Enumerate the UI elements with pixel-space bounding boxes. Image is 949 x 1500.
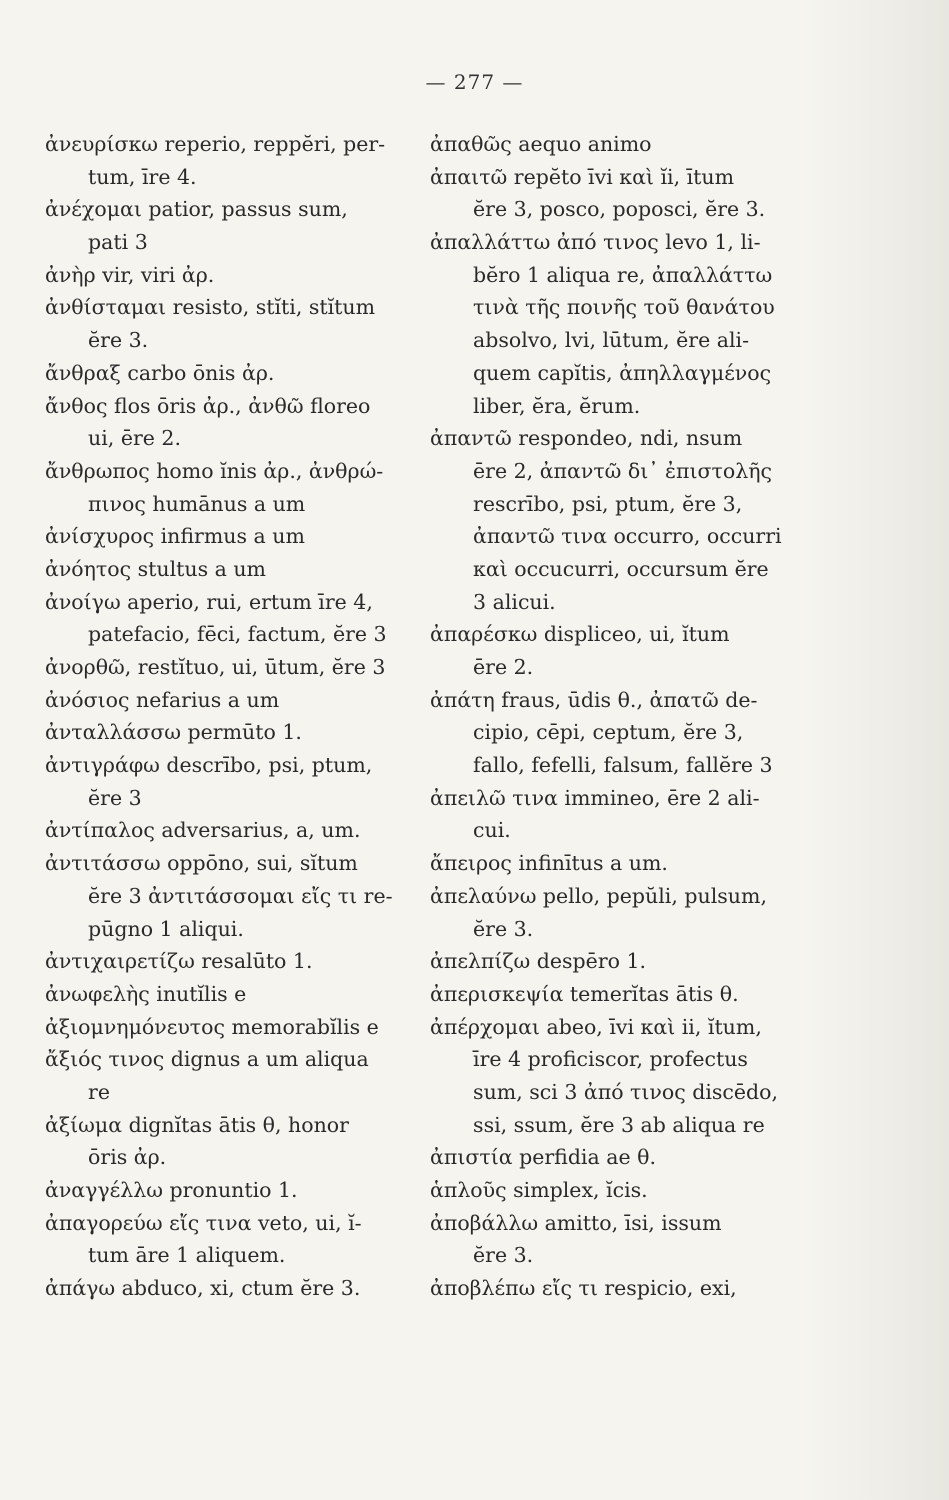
dictionary-line: ἀπειλῶ τινα immineo, ēre 2 ali- — [430, 785, 760, 810]
dictionary-line: fallo, fefelli, falsum, fallĕre 3 — [473, 753, 773, 778]
page-number: — 277 — — [425, 70, 524, 94]
dictionary-line: τινὰ τῆς ποινῆς τοῦ θανάτου — [473, 295, 775, 320]
dictionary-line: quem capĭtis, ἀπηλλαγμένος — [473, 360, 772, 385]
dictionary-line: ἀνωφελὴς inutĭlis e — [45, 981, 247, 1006]
dictionary-line: ἀντίπαλος adversarius, a, um. — [45, 818, 361, 843]
dictionary-line: ĕre 3, posco, poposci, ĕre 3. — [473, 197, 766, 222]
dictionary-line: ἀποβλέπω εἴς τι respicio, exi, — [430, 1276, 737, 1301]
dictionary-line: ssi, ssum, ĕre 3 ab aliqua re — [473, 1112, 765, 1137]
dictionary-line: ἀπελπίζω despēro 1. — [430, 949, 647, 974]
dictionary-line: ἀπαρέσκω displiceo, ui, ĭtum — [430, 622, 730, 647]
dictionary-line: pati 3 — [88, 230, 148, 255]
dictionary-line: ἀπαλλάττω ἀπό τινος levo 1, li- — [430, 230, 761, 255]
dictionary-line: re — [88, 1079, 110, 1104]
dictionary-line: ἀπαθῶς aequo animo — [430, 132, 652, 156]
dictionary-line: 3 alicui. — [473, 589, 556, 614]
left-column — [45, 128, 440, 1305]
dictionary-line: ἀνταλλάσσω permūto 1. — [45, 720, 302, 745]
dictionary-line: πινος humānus a um — [88, 491, 306, 516]
dictionary-line: ἀντιχαιρετίζω resalūto 1. — [45, 949, 313, 974]
dictionary-line: ĕre 3 — [88, 785, 142, 810]
dictionary-line: ἀνθίσταμαι resisto, stĭti, stĭtum — [45, 295, 376, 320]
dictionary-line: ōris ἀρ. — [88, 1145, 167, 1170]
dictionary-line: ἀπαντῶ τινα occurro, occurri — [473, 524, 782, 549]
dictionary-line: bĕro 1 aliqua re, ἀπαλλάττω — [473, 262, 773, 287]
dictionary-line: ἀναγγέλλω pronuntio 1. — [45, 1178, 298, 1202]
dictionary-line: cipio, cēpi, ceptum, ĕre 3, — [473, 720, 744, 745]
dictionary-line: ἀνὴρ vir, viri ἀρ. — [45, 262, 215, 287]
dictionary-line: ἀπάτη fraus, ūdis θ., ἀπατῶ de- — [430, 687, 758, 712]
dictionary-line: rescrībo, psi, ptum, ĕre 3, — [473, 491, 743, 516]
dictionary-line: ἀνευρίσκω reperio, reppĕri, per- — [45, 132, 386, 156]
dictionary-line: ἀπελαύνω pello, pepŭli, pulsum, — [430, 883, 767, 908]
dictionary-line: tum āre 1 aliquem. — [88, 1243, 286, 1268]
dictionary-line: ἀπάγω abduco, xi, ctum ĕre 3. — [45, 1276, 361, 1301]
dictionary-line: ἀπερισκεψία temerĭtas ātis θ. — [430, 981, 739, 1006]
dictionary-line: ĕre 3. — [473, 916, 534, 941]
dictionary-line: tum, īre 4. — [88, 164, 197, 189]
show-through-shadow — [809, 0, 949, 1500]
dictionary-line: ἄνθος flos ōris ἀρ., ἀνθῶ floreo — [45, 393, 371, 418]
dictionary-line: ēre 2. — [473, 655, 534, 679]
dictionary-line: ἀντιτάσσω oppōno, sui, sĭtum — [45, 851, 358, 876]
dictionary-line: ἀνορθῶ, restĭtuo, ui, ūtum, ĕre 3 — [45, 655, 386, 679]
dictionary-line: pūgno 1 aliqui. — [88, 916, 244, 941]
dictionary-line: sum, sci 3 ἀπό τινος discēdo, — [473, 1079, 779, 1104]
dictionary-line: cui. — [473, 818, 511, 843]
dictionary-line: ἀποβάλλω amitto, īsi, issum — [430, 1210, 722, 1235]
dictionary-line: ἀνέχομαι patior, passus sum, — [45, 197, 348, 222]
dictionary-line: ἀνίσχυρος infirmus a um — [45, 524, 305, 549]
dictionary-line: ἄπειρος infinītus a um. — [430, 851, 668, 876]
dictionary-line: ἀπιστία perfidia ae θ. — [430, 1145, 656, 1170]
dictionary-line: ĕre 3. — [88, 328, 149, 353]
dictionary-line: καὶ occucurri, occursum ĕre — [473, 556, 769, 581]
dictionary-line: absolvo, lvi, lūtum, ĕre ali- — [473, 328, 750, 353]
dictionary-line: ἀξίωμα dignĭtas ātis θ, honor — [45, 1112, 349, 1137]
dictionary-line: ἀνόσιος nefarius a um — [45, 687, 280, 712]
dictionary-line: ἀπαιτῶ repĕto īvi καὶ ĭi, ītum — [430, 164, 735, 189]
dictionary-line: ĕre 3 ἀντιτάσσομαι εἴς τι re- — [88, 883, 393, 908]
dictionary-line: patefacio, fēci, factum, ĕre 3 — [88, 622, 387, 647]
dictionary-line: īre 4 proficiscor, profectus — [473, 1047, 748, 1072]
dictionary-line: ἄνθρωπος homo ĭnis ἀρ., ἀνθρώ- — [45, 458, 384, 483]
dictionary-line: ἄνθραξ carbo ōnis ἀρ. — [45, 360, 275, 385]
dictionary-line: ἀντιγράφω descrībo, psi, ptum, — [45, 753, 373, 778]
dictionary-line: liber, ĕra, ĕrum. — [473, 393, 641, 418]
right-column — [430, 128, 830, 1305]
dictionary-line: ἀπαγορεύω εἴς τινα veto, ui, ĭ- — [45, 1210, 362, 1235]
dictionary-line: ἄξιός τινος dignus a um aliqua — [45, 1047, 369, 1072]
dictionary-line: ἀπαντῶ respondeo, ndi, nsum — [430, 426, 743, 451]
dictionary-line: ēre 2, ἀπαντῶ δι᾽ ἐπιστολῆς — [473, 458, 772, 483]
dictionary-line: ἀξιομνημόνευτος memorabĭlis e — [45, 1014, 379, 1039]
dictionary-line: ĕre 3. — [473, 1243, 534, 1268]
dictionary-line: ἁπλοῦς simplex, ĭcis. — [430, 1178, 648, 1202]
dictionary-line: ui, ēre 2. — [88, 426, 181, 451]
dictionary-line: ἀπέρχομαι abeo, īvi καὶ ii, ĭtum, — [430, 1014, 762, 1039]
dictionary-line: ἀνοίγω aperio, rui, ertum īre 4, — [45, 589, 373, 614]
dictionary-line: ἀνόητος stultus a um — [45, 556, 266, 581]
